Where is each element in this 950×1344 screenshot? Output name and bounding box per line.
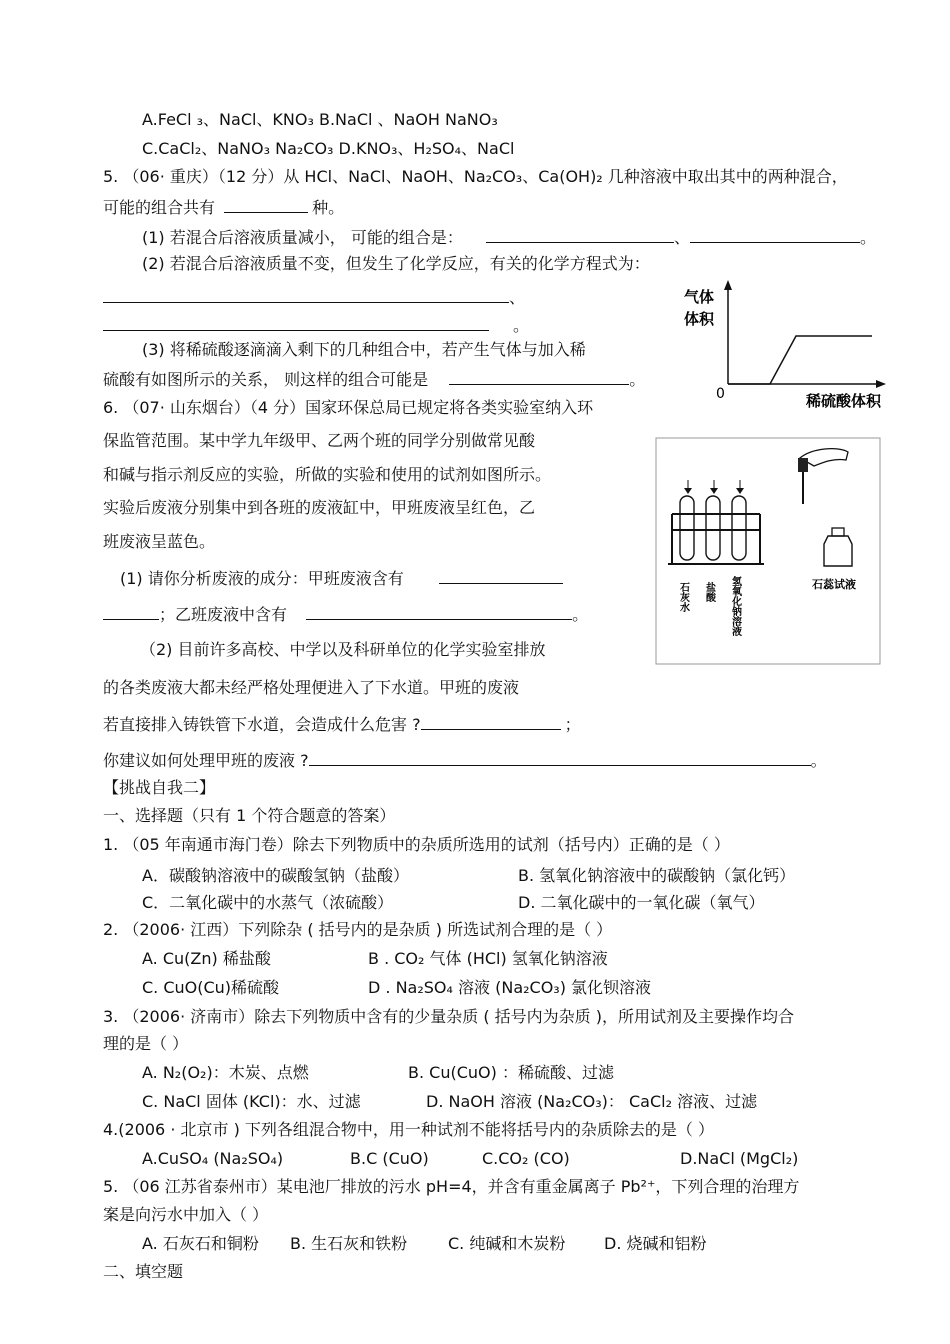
q4-options-ab: A.FeCl ₃、NaCl、KNO₃ B.NaCl 、NaOH NaNO₃ <box>142 110 498 129</box>
q6-yi-blank[interactable] <box>306 603 572 620</box>
q5-part3-text: 硫酸有如图所示的关系， 则这样的组合可能是 <box>103 370 429 389</box>
mc-q4-option-a: A.CuSO₄ (Na₂SO₄) <box>142 1149 284 1168</box>
q5-part3-end: 。 <box>629 370 646 389</box>
mc-q3-option-b: B. Cu(CuO) ：稀硫酸、过滤 <box>408 1063 614 1082</box>
q5-part1-sep: 、 <box>673 228 690 247</box>
q6-line-5: 班废液呈蓝色。 <box>103 532 216 551</box>
q6-part2-line-3 <box>103 713 581 735</box>
mc-q3-option-d: D. NaOH 溶液 (Na₂CO₃)： CaCl₂ 溶液、过滤 <box>426 1092 758 1111</box>
graph-xlabel: 稀硫酸体积 <box>806 392 882 410</box>
label-limewater: 石灰水 <box>677 582 689 612</box>
q5-part3-blank[interactable] <box>449 368 629 385</box>
q6-part1-text: (1) 请你分析废液的成分：甲班废液含有 <box>120 569 404 588</box>
litmus-bottle-icon <box>824 528 852 566</box>
q5-equation-blank-1[interactable] <box>103 286 509 303</box>
mc-q1-option-b: B. 氢氧化钠溶液中的碳酸钠（氯化钙） <box>518 866 796 885</box>
q6-line-2: 保监管范围。某中学九年级甲、乙两个班的同学分别做常见酸 <box>103 431 536 450</box>
q5-count-blank[interactable] <box>224 196 308 213</box>
q5-text: 可能的组合共有 <box>103 198 216 217</box>
graph-ylabel-2: 体积 <box>684 310 715 328</box>
q5-part2: (2) 若混合后溶液质量不变，但发生了化学反应，有关的化学方程式为： <box>142 254 650 273</box>
q6-part2: （2) 目前许多高校、中学以及科研单位的化学实验室排放 <box>140 640 546 659</box>
q5-text-end: 种。 <box>312 198 345 217</box>
mc-q4-option-b: B.C (CuO) <box>350 1149 429 1168</box>
mc-q5-stem-cont: 案是向污水中加入（ ） <box>103 1205 269 1224</box>
test-tube-3 <box>732 480 746 560</box>
q5-part1-blank-b[interactable] <box>690 226 860 243</box>
mc-q5-option-c: C. 纯碱和木炭粉 <box>448 1234 566 1253</box>
q4-options-cd: C.CaCl₂、NaNO₃ Na₂CO₃ D.KNO₃、H₂SO₄、NaCl <box>142 139 515 158</box>
mc-q3-stem: 3. （2006· 济南市）除去下列物质中含有的少量杂质 ( 括号内为杂质 )，所用试剂及主要操作均合 <box>103 1007 794 1026</box>
graph-x-arrow <box>876 380 886 388</box>
q5-eq-line-2 <box>103 314 529 336</box>
mc-q1-stem: 1. （05 年南通市海门卷）除去下列物质中的杂质所选用的试剂（括号内）正确的是（ ） <box>103 835 730 854</box>
graph-ylabel-1: 气体 <box>684 288 715 306</box>
test-tube-1 <box>680 480 694 560</box>
q6-part2-line-2: 的各类废液大都未经严格处理便进入了下水道。甲班的废液 <box>103 678 520 697</box>
q5-part3-cont <box>103 368 645 390</box>
q6-yi-text: ；乙班废液中含有 <box>159 605 288 624</box>
mc-q4-option-c: C.CO₂ (CO) <box>482 1149 570 1168</box>
q6-jia-blank-a[interactable] <box>439 567 563 584</box>
mc-q3-option-a: A. N₂(O₂)：木炭、点燃 <box>142 1063 309 1082</box>
mc-q2-option-c: C. CuO(Cu)稀硫酸 <box>142 978 280 997</box>
q6-jia-blank-b[interactable] <box>103 603 159 620</box>
q6-stem: 6. （07· 山东烟台）（4 分）国家环保总局已规定将各类实验室纳入环 <box>103 398 594 417</box>
q5-eq-end: 。 <box>513 316 530 335</box>
section-title-challenge: 【挑战自我二】 <box>103 778 216 797</box>
mc-q5-stem: 5. （06 江苏省泰州市）某电池厂排放的污水 pH=4，并含有重金属离子 Pb²⁺，下列合理的治理方 <box>103 1177 800 1196</box>
apparatus-figure <box>642 432 886 668</box>
q5-part3: (3) 将稀硫酸逐滴滴入剩下的几种组合中，若产生气体与加入稀 <box>142 340 586 359</box>
mc-q3-stem-cont: 理的是（ ） <box>103 1034 189 1053</box>
mc-q5-option-d: D. 烧碱和铝粉 <box>604 1234 707 1253</box>
section-fill-in: 二、填空题 <box>103 1262 184 1281</box>
q5-part1 <box>142 226 876 248</box>
q6-part1-cont <box>103 603 588 625</box>
q6-harm-text: 若直接排入铸铁管下水道，会造成什么危害 ? <box>103 715 421 734</box>
label-hcl: 盐酸 <box>703 582 715 602</box>
q6-treat-blank[interactable] <box>309 749 811 766</box>
mc-q2-option-d: D . Na₂SO₄ 溶液 (Na₂CO₃) 氯化钡溶液 <box>368 978 652 997</box>
q6-part2-line-4 <box>103 749 827 771</box>
mc-q4-stem: 4.(2006 · 北京市 ) 下列各组混合物中，用一种试剂不能将括号内的杂质除去的是（ ） <box>103 1120 714 1139</box>
mc-q3-option-c: C. NaCl 固体 (KCl)：水、过滤 <box>142 1092 361 1111</box>
mc-q2-option-a: A. Cu(Zn) 稀盐酸 <box>142 949 271 968</box>
label-litmus: 石蕊试液 <box>812 578 856 591</box>
figure-frame <box>656 438 880 664</box>
q5-part1-blank-a[interactable] <box>486 226 674 243</box>
label-naoh: 氢氧化钠溶液 <box>729 576 741 636</box>
q5-eq-line-1 <box>103 286 525 308</box>
mc-q5-option-a: A. 石灰石和铜粉 <box>142 1234 259 1253</box>
section-multiple-choice: 一、选择题（只有 1 个符合题意的答案） <box>103 806 396 825</box>
graph-y-arrow <box>724 280 732 290</box>
q6-line-3: 和碱与指示剂反应的实验，所做的实验和使用的试剂如图所示。 <box>103 465 552 484</box>
mc-q4-option-d: D.NaCl (MgCl₂) <box>680 1149 799 1168</box>
mc-q5-option-b: B. 生石灰和铁粉 <box>290 1234 408 1253</box>
test-tube-rack <box>668 514 764 564</box>
mc-q1-option-c: C．二氧化碳中的水蒸气（浓硫酸） <box>142 893 394 912</box>
graph-curve <box>728 336 872 384</box>
q6-harm-blank[interactable] <box>421 713 561 730</box>
gas-volume-graph <box>680 276 900 416</box>
mc-q1-option-d: D. 二氧化碳中的一氧化碳（氧气） <box>518 893 765 912</box>
q5-equation-blank-2[interactable] <box>103 314 489 331</box>
q5-part1-text: (1) 若混合后溶液质量减小， 可能的组合是： <box>142 228 463 247</box>
mc-q2-option-b: B . CO₂ 气体 (HCl) 氢氧化钠溶液 <box>368 949 608 968</box>
q6-treat-end: 。 <box>810 751 827 770</box>
dropper-bulb-icon <box>798 458 808 472</box>
q6-part1 <box>120 567 563 589</box>
q5-eq-sep: 、 <box>509 288 526 307</box>
q6-yi-end: 。 <box>572 605 589 624</box>
test-tube-2 <box>706 480 720 560</box>
graph-origin: 0 <box>716 386 725 402</box>
q6-harm-end: ； <box>564 715 581 734</box>
q6-line-4: 实验后废液分别集中到各班的废液缸中，甲班废液呈红色，乙 <box>103 498 536 517</box>
mc-q1-option-a: A．碳酸钠溶液中的碳酸氢钠（盐酸） <box>142 866 409 885</box>
q6-treat-text: 你建议如何处理甲班的废液 ? <box>103 751 309 770</box>
mc-q2-stem: 2. （2006· 江西）下列除杂 ( 括号内的是杂质 ) 所选试剂合理的是（ ） <box>103 920 613 939</box>
q5-stem: 5. （06· 重庆）（12 分）从 HCl、NaCl、NaOH、Na₂CO₃、Ca(OH)₂ 几种溶液中取出其中的两种混合， <box>103 167 848 186</box>
q5-part1-end: 。 <box>859 228 876 247</box>
q5-stem-cont <box>103 196 344 218</box>
